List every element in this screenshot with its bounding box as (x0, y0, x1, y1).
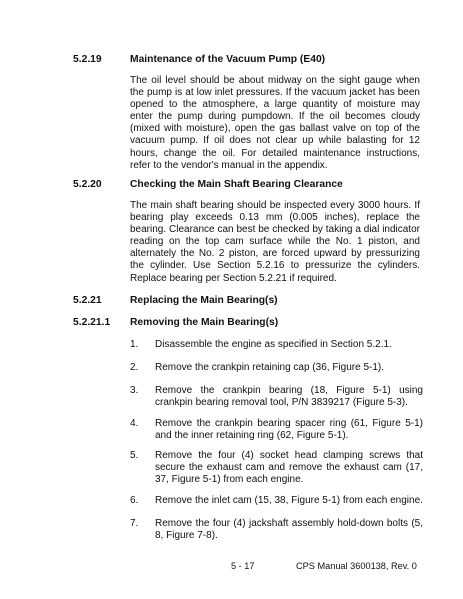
step-text: Remove the crankpin retaining cap (36, Figure 5-1). (155, 362, 385, 373)
section-number: 5.2.21 (73, 295, 102, 306)
section-title: Checking the Main Shaft Bearing Clearance (130, 179, 343, 190)
step-number: 5. (130, 450, 139, 461)
step-text: Remove the four (4) socket head clamping screws that secure the exhaust cam and remove the exhaust cam (17, 37, Figure 5-1) from each engine. (155, 450, 423, 486)
step-text: Disassemble the engine as specified in Section 5.2.1. (155, 339, 392, 350)
section-title: Replacing the Main Bearing(s) (130, 295, 278, 306)
step-number: 7. (130, 518, 139, 529)
section-number: 5.2.19 (73, 54, 102, 65)
section-number: 5.2.20 (73, 179, 102, 190)
step-text: Remove the four (4) jackshaft assembly hold-down bolts (5, 8, Figure 7-8). (155, 518, 423, 542)
section-title: Maintenance of the Vacuum Pump (E40) (130, 54, 326, 65)
step-number: 3. (130, 385, 139, 396)
subsection-number: 5.2.21.1 (73, 317, 111, 328)
step-text: Remove the crankpin bearing (18, Figure 5-1) using crankpin bearing removal tool, P/N 3839217 (Figure 5-3). (155, 385, 423, 409)
step-number: 6. (130, 495, 139, 506)
subsection-title: Removing the Main Bearing(s) (130, 317, 279, 328)
manual-reference: CPS Manual 3600138, Rev. 0 (296, 561, 417, 571)
step-number: 2. (130, 362, 139, 373)
page-number: 5 - 17 (231, 561, 255, 571)
step-text: Remove the inlet cam (15, 38, Figure 5-1) from each engine. (155, 495, 423, 506)
section-body: The main shaft bearing should be inspected every 3000 hours. If bearing play exceeds 0.13 mm (0.005 inches), replace the bearing. Clearance can best be checked by taking a dial indicator reading on the top cam surface while the No. 1 piston, and alternately the No. 2 piston, are forced upward by pressurizing the cylinder. Use Section 5.2.16 to pressurize the cylinders. Replace bearing per Section 5.2.21 if required. (130, 200, 420, 284)
step-text: Remove the crankpin bearing spacer ring (61, Figure 5-1) and the inner retaining ring (62, Figure 5-1). (155, 418, 423, 442)
step-number: 4. (130, 418, 139, 429)
step-number: 1. (130, 339, 139, 350)
section-body: The oil level should be about midway on the sight gauge when the pump is at low inlet pressures. If the vacuum jacket has been opened to the atmosphere, a large quantity of moisture may enter the pump during pumpdown. If the oil becomes cloudy (mixed with moisture), open the gas ballast valve on top of the vacuum pump. If oil does not clear up while balasting for 12 hours, change the oil. For detailed maintenance instructions, refer to the vendor's manual in the appendix. (130, 75, 420, 171)
